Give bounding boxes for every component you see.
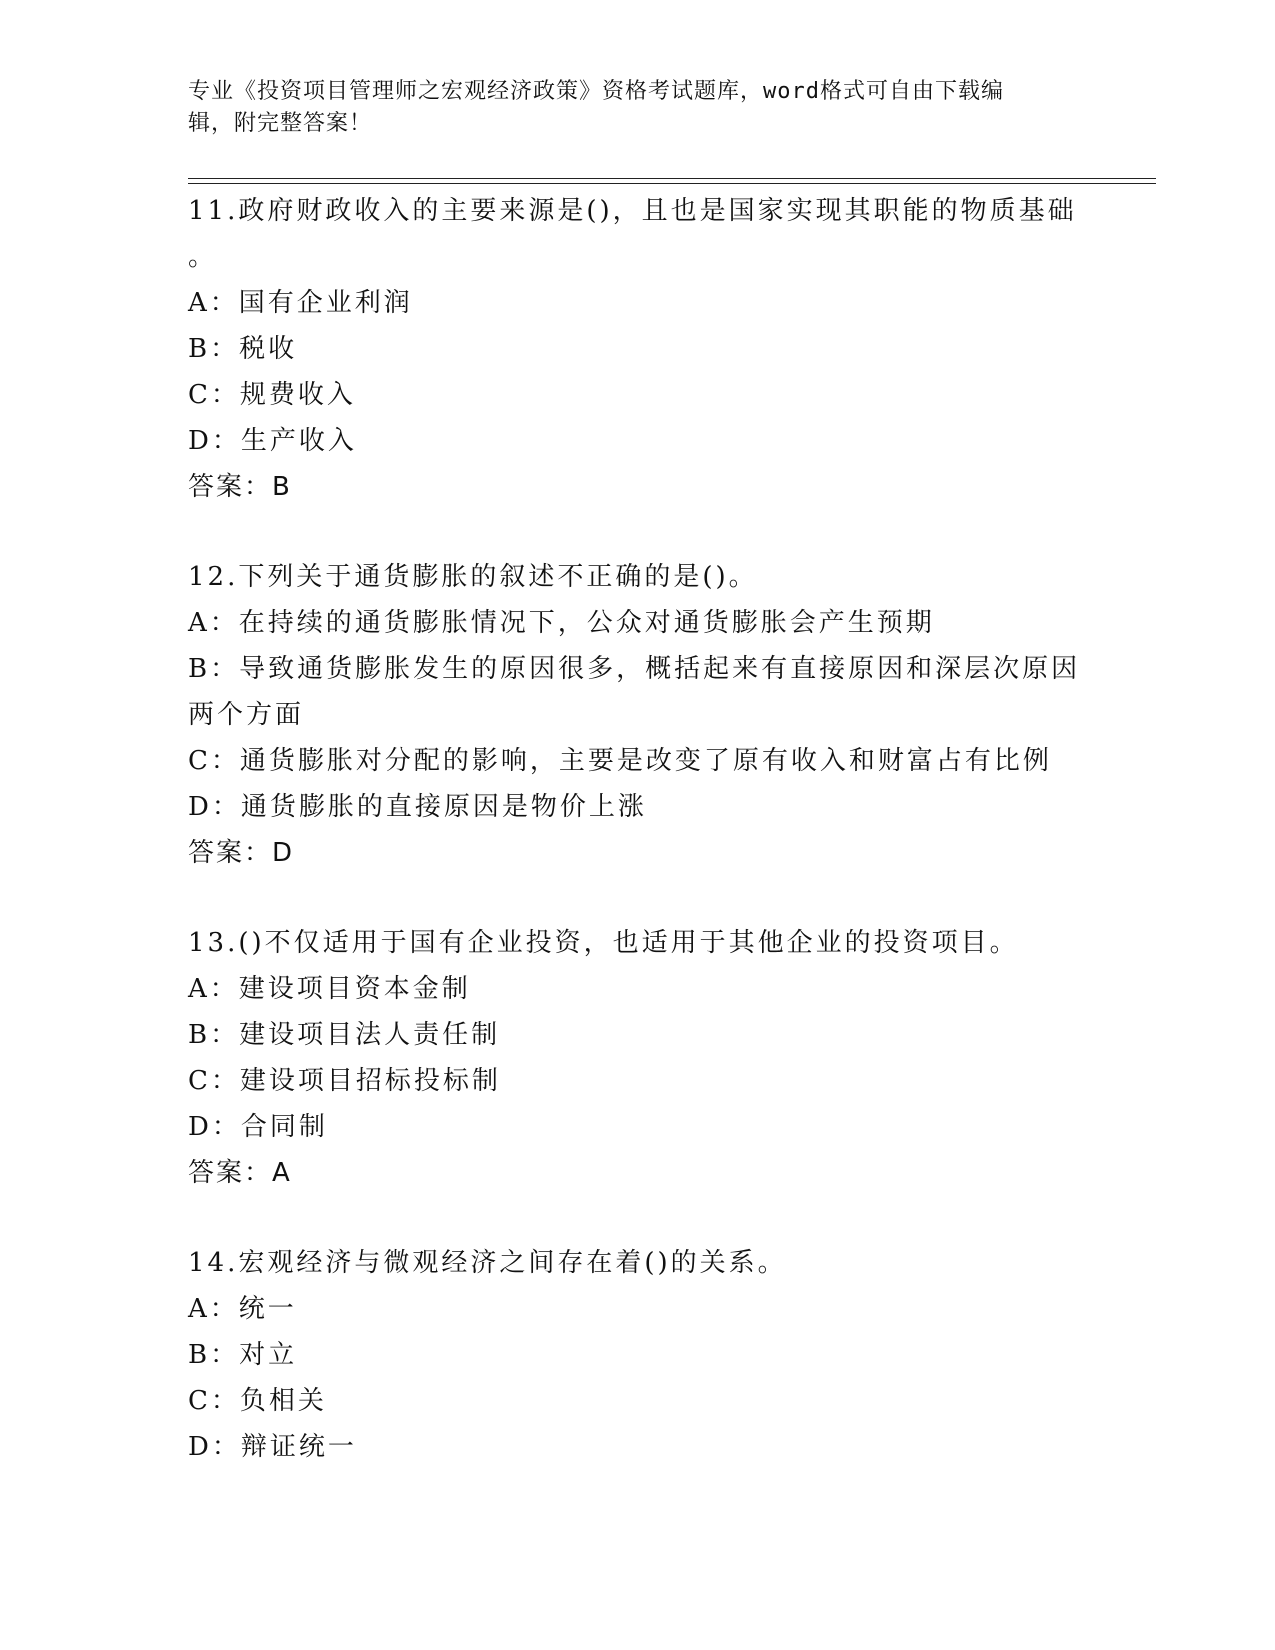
question-stem: 13.()不仅适用于国有企业投资，也适用于其他企业的投资项目。 bbox=[188, 928, 1019, 958]
question-13 bbox=[188, 920, 1088, 1196]
answer: 答案：D bbox=[188, 838, 295, 868]
header-divider-bottom bbox=[188, 183, 1156, 184]
question-spacer bbox=[188, 1196, 1088, 1240]
question-stem: 14.宏观经济与微观经济之间存在着()的关系。 bbox=[188, 1248, 787, 1278]
question-11 bbox=[188, 188, 1088, 510]
option-a: A：统一 bbox=[188, 1294, 297, 1324]
option-a: A：在持续的通货膨胀情况下，公众对通货膨胀会产生预期 bbox=[188, 608, 935, 638]
question-stem: 12.下列关于通货膨胀的叙述不正确的是()。 bbox=[188, 562, 758, 592]
option-a: A：建设项目资本金制 bbox=[188, 974, 471, 1004]
option-d: D：辩证统一 bbox=[188, 1432, 357, 1462]
option-b: B：对立 bbox=[188, 1340, 298, 1370]
option-d: D：合同制 bbox=[188, 1112, 328, 1142]
option-a: A：国有企业利润 bbox=[188, 288, 413, 318]
header-line-2: 辑，附完整答案！ bbox=[188, 111, 373, 136]
document-header bbox=[188, 76, 1068, 140]
option-d: D：通货膨胀的直接原因是物价上涨 bbox=[188, 792, 647, 822]
header-line-1: 专业《投资项目管理师之宏观经济政策》资格考试题库，word格式可自由下载编 bbox=[188, 79, 1004, 104]
option-d: D：生产收入 bbox=[188, 426, 357, 456]
option-b: B：建设项目法人责任制 bbox=[188, 1020, 501, 1050]
option-c: C：负相关 bbox=[188, 1386, 327, 1416]
option-c: C：通货膨胀对分配的影响，主要是改变了原有收入和财富占有比例 bbox=[188, 746, 1052, 776]
question-14 bbox=[188, 1240, 1088, 1470]
question-list bbox=[188, 188, 1088, 1470]
option-b: B：税收 bbox=[188, 334, 298, 364]
answer: 答案：B bbox=[188, 472, 292, 502]
question-stem-continued: 。 bbox=[188, 242, 218, 272]
option-b: B：导致通货膨胀发生的原因很多，概括起来有直接原因和深层次原因 bbox=[188, 654, 1081, 684]
question-12 bbox=[188, 554, 1088, 876]
answer: 答案：A bbox=[188, 1158, 292, 1188]
option-c: C：规费收入 bbox=[188, 380, 356, 410]
option-c: C：建设项目招标投标制 bbox=[188, 1066, 501, 1096]
header-divider-top bbox=[188, 178, 1156, 179]
option-b-continued: 两个方面 bbox=[188, 700, 305, 730]
question-spacer bbox=[188, 510, 1088, 554]
question-spacer bbox=[188, 876, 1088, 920]
question-stem: 11.政府财政收入的主要来源是()，且也是国家实现其职能的物质基础 bbox=[188, 196, 1077, 226]
